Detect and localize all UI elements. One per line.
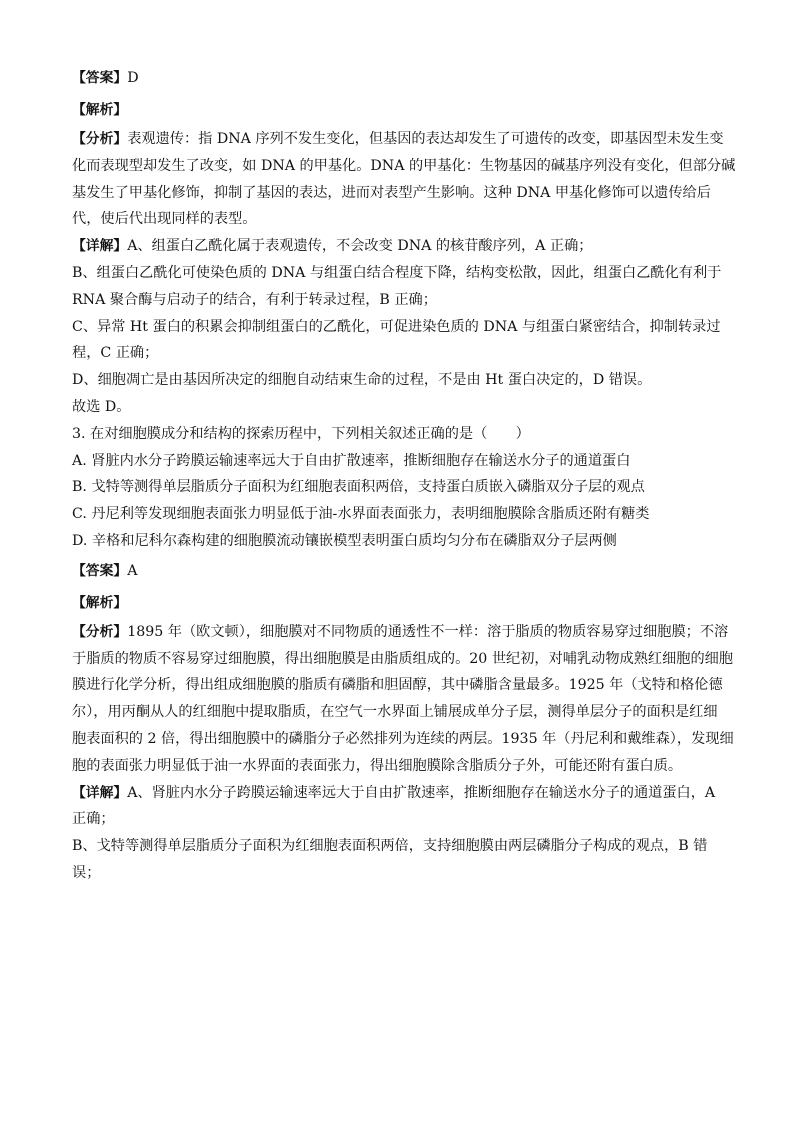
xiangjie-paragraph-line: 程，C 正确； xyxy=(72,345,159,362)
document-content xyxy=(72,62,736,887)
fenxi-paragraph-line: 于脂质的物质不容易穿过细胞膜，得出细胞膜是由脂质组成的。20 世纪初，对哺乳动物成熟红细胞的细胞 xyxy=(72,650,734,667)
fenxi-paragraph-line xyxy=(72,619,729,646)
option-d: D. 辛格和尼科尔森构建的细胞膜流动镶嵌模型表明蛋白质均匀分布在磷脂双分子层两侧 xyxy=(72,532,617,549)
xiangjie-text: A、肾脏内水分子跨膜运输速率远大于自由扩散速率，推断细胞存在输送水分子的通道蛋白，A xyxy=(127,784,716,801)
xiangjie-paragraph-line: RNA 聚合酶与启动子的结合，有利于转录过程，B 正确； xyxy=(72,291,437,308)
fenxi-label: 【分析】 xyxy=(72,623,128,640)
answer-label: 【答案】 xyxy=(72,562,128,579)
fenxi-paragraph-line: 代，使后代出现同样的表型。 xyxy=(72,211,257,228)
option-b: B. 戈特等测得单层脂质分子面积为红细胞表面积两倍，支持蛋白质嵌入磷脂双分子层的观点 xyxy=(72,479,645,496)
xiangjie-paragraph-line: B、组蛋白乙酰化可使染色质的 DNA 与组蛋白结合程度下降，结构变松散，因此，组蛋白乙酰化有利于 xyxy=(72,264,722,281)
xiangjie-paragraph-line xyxy=(72,233,722,260)
xiangjie-paragraph-line: 误； xyxy=(72,864,101,881)
fenxi-text: 1895 年（欧文顿），细胞膜对不同物质的通透性不一样：溶于脂质的物质容易穿过细胞膜；不溶 xyxy=(127,623,729,640)
xiangjie-paragraph-line: 正确； xyxy=(72,811,115,828)
answer-line xyxy=(72,555,722,587)
xiangjie-paragraph-line: B、戈特等测得单层脂质分子面积为红细胞表面积两倍，支持细胞膜由两层磷脂分子构成的观点，B 错 xyxy=(72,838,708,855)
answer-label: 【答案】 xyxy=(72,70,128,86)
fenxi-label: 【分析】 xyxy=(72,131,128,147)
answer-value: A xyxy=(127,562,138,579)
xiangjie-paragraph-line: D、细胞凋亡是由基因所决定的细胞自动结束生命的过程，不是由 Ht 蛋白决定的，D 错误。 xyxy=(72,372,652,389)
analysis-label: 【解析】 xyxy=(72,102,128,118)
fenxi-paragraph-line: 胞的表面张力明显低于油一水界面的表面张力，得出细胞膜除含脂质分子外，可能还附有蛋白质。 xyxy=(72,757,683,774)
fenxi-text: 表观遗传：指 DNA 序列不发生变化，但基因的表达却发生了可遗传的改变，即基因型未发生变 xyxy=(127,131,724,147)
xiangjie-paragraph-line: C、异常 Ht 蛋白的积累会抑制组蛋白的乙酰化，可促进染色质的 DNA 与组蛋白紧密结合，抑制转录过 xyxy=(72,318,721,335)
analysis-label: 【解析】 xyxy=(72,594,128,611)
fenxi-paragraph-line: 胞表面积的 2 倍，得出细胞膜中的磷脂分子必然排列为连续的两层。1935 年（丹尼利和戴维森），发现细 xyxy=(72,730,734,747)
xiangjie-paragraph-line xyxy=(72,780,722,807)
question-stem: 3. 在对细胞膜成分和结构的探索历程中，下列相关叙述正确的是（ ） xyxy=(72,425,530,442)
conclusion-line: 故选 D。 xyxy=(72,398,131,415)
answer-value: D xyxy=(127,70,139,86)
fenxi-paragraph-line xyxy=(72,126,722,153)
option-c: C. 丹尼利等发现细胞表面张力明显低于油-水界面表面张力，表明细胞膜除含脂质还附有糖类 xyxy=(72,506,650,523)
answer-line xyxy=(72,62,722,94)
fenxi-paragraph-line: 尔），用丙酮从人的红细胞中提取脂质，在空气一水界面上铺展成单分子层，测得单层分子的面积是红细 xyxy=(72,704,718,721)
fenxi-paragraph-line: 基发生了甲基化修饰，抑制了基因的表达，进而对表型产生影响。这种 DNA 甲基化修饰可以遗传给后 xyxy=(72,184,711,201)
fenxi-paragraph-line: 膜进行化学分析，得出组成细胞膜的脂质有磷脂和胆固醇，其中磷脂含量最多。1925 年（戈特和格伦德 xyxy=(72,677,723,694)
xiangjie-label: 【详解】 xyxy=(72,784,128,801)
option-a: A. 肾脏内水分子跨膜运输速率远大于自由扩散速率，推断细胞存在输送水分子的通道蛋白 xyxy=(72,452,631,469)
analysis-heading xyxy=(72,587,722,619)
xiangjie-text: A、组蛋白乙酰化属于表观遗传，不会改变 DNA 的核苷酸序列，A 正确； xyxy=(127,238,593,255)
xiangjie-label: 【详解】 xyxy=(72,238,128,255)
analysis-heading xyxy=(72,94,722,126)
fenxi-paragraph-line: 化而表现型却发生了改变，如 DNA 的甲基化。DNA 的甲基化：生物基因的碱基序列没有变化，但部分碱 xyxy=(72,157,736,174)
